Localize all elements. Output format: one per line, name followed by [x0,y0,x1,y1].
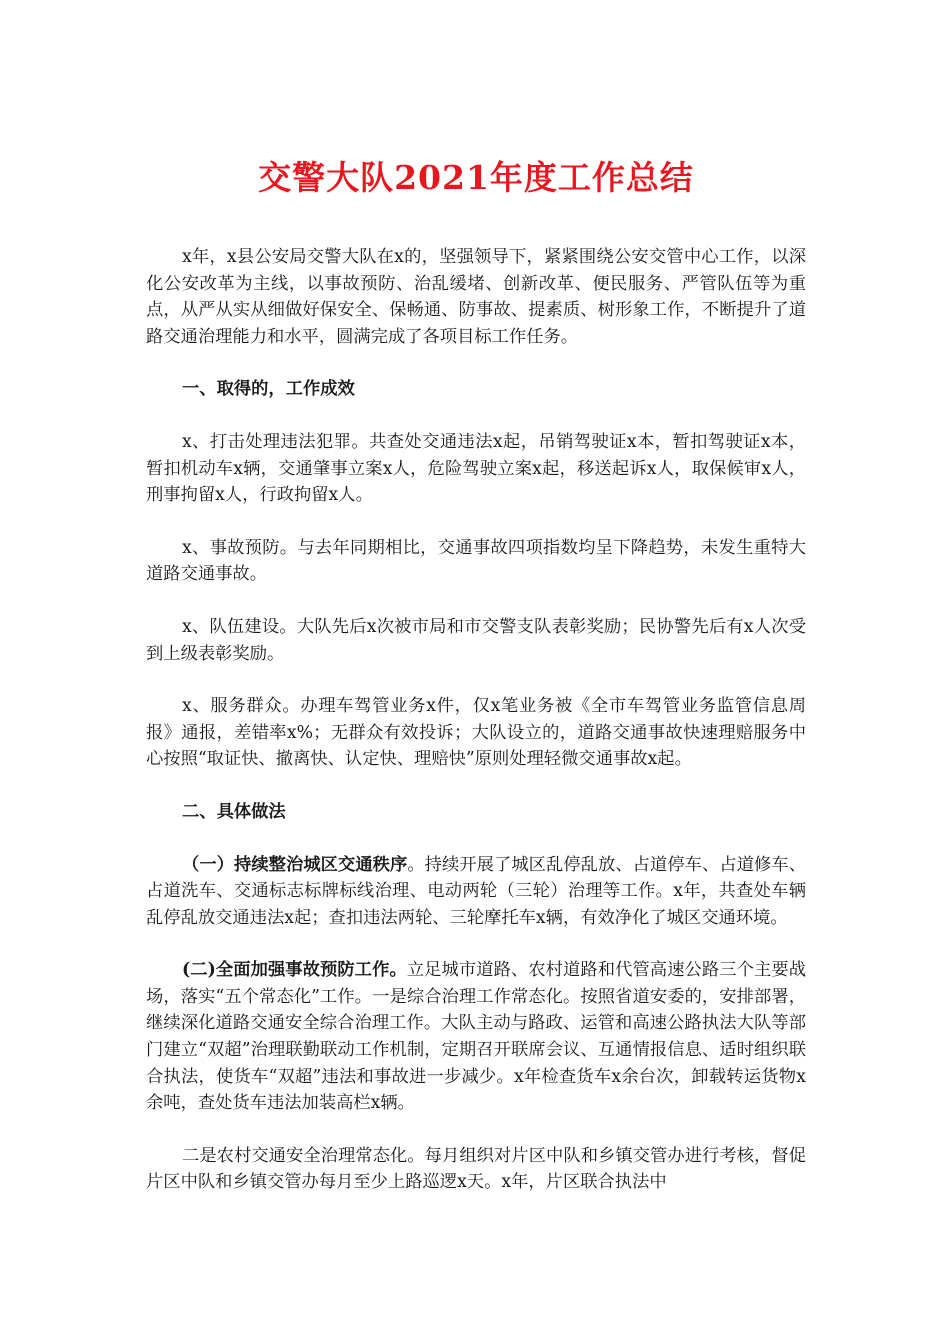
document-title: 交警大队2021年度工作总结 [258,158,694,197]
method-body-text: 立足城市道路、农村道路和代管高速公路三个主要战场，落实“五个常态化”工作。一是综合治理工作常态化。按照省道安委的，安排部署，继续深化道路交通安全综合治理工作。大队主动与路政、运管和高速公路执法大队等部门建立“双超”治理联勤联动工作机制，定期召开联席会议、互通情报信息、适时组织联合执法，使货车“双超”违法和事故进一步减少。x年检查货车x余台次，卸载转运货物x余吨，查处货车违法加装高栏x辆。 [146,960,806,1114]
method-body-text: 。持续开展了城区乱停乱放、占道停车、占道修车、占道洗车、交通标志标牌标线治理、电动两轮（三轮）治理等工作。x年，共查处车辆乱停乱放交通违法x起；查扣违法两轮、三轮摩托车x辆，有效净化了城区交通环境。 [146,854,806,928]
section-heading-methods: 二、具体做法 [182,801,286,822]
achievement-paragraph: x、服务群众。办理车驾管业务x件，仅x笔业务被《全市车驾管业务监管信息周报》通报，差错率x%；无群众有效投诉；大队设立的，道路交通事故快速理赔服务中心按照“取证快、撤离快、认定快、理赔快”原则处理轻微交通事故x起。 [146,696,806,770]
method-paragraph-rural-safety: 二是农村交通安全治理常态化。每月组织对片区中队和乡镇交管办进行考核，督促片区中队和乡镇交管办每月至少上路巡逻x天。x年，片区联合执法中 [146,1145,806,1193]
method-lead-text: (二)全面加强事故预防工作。 [182,960,407,981]
achievement-paragraph: x、事故预防。与去年同期相比，交通事故四项指数均呈下降趋势，未发生重特大道路交通事故。 [146,537,806,585]
achievement-paragraph: x、队伍建设。大队先后x次被市局和市交警支队表彰奖励；民协警先后有x人次受到上级表彰奖励。 [146,616,806,664]
intro-paragraph: x年，x县公安局交警大队在x的，坚强领导下，紧紧围绕公安交管中心工作，以深化公安改革为主线，以事故预防、治乱缓堵、创新改革、便民服务、严管队伍等为重点，从严从实从细做好保安全、保畅通、防事故、提素质、树形象工作，不断提升了道路交通治理能力和水平，圆满完成了各项目标工作任务。 [146,247,806,347]
method-lead-text: （一）持续整治城区交通秩序 [182,854,408,875]
document-page [146,150,806,1196]
section-heading-achievements: 一、取得的，工作成效 [182,379,355,400]
method-paragraph-traffic-order [146,852,806,932]
method-paragraph-accident-prevention [146,957,806,1117]
achievement-paragraph: x、打击处理违法犯罪。共查处交通违法x起，吊销驾驶证x本，暂扣驾驶证x本，暂扣机动车x辆，交通肇事立案x人，危险驾驶立案x起，移送起诉x人，取保候审x人，刑事拘留x人，行政拘留x人。 [146,431,806,506]
